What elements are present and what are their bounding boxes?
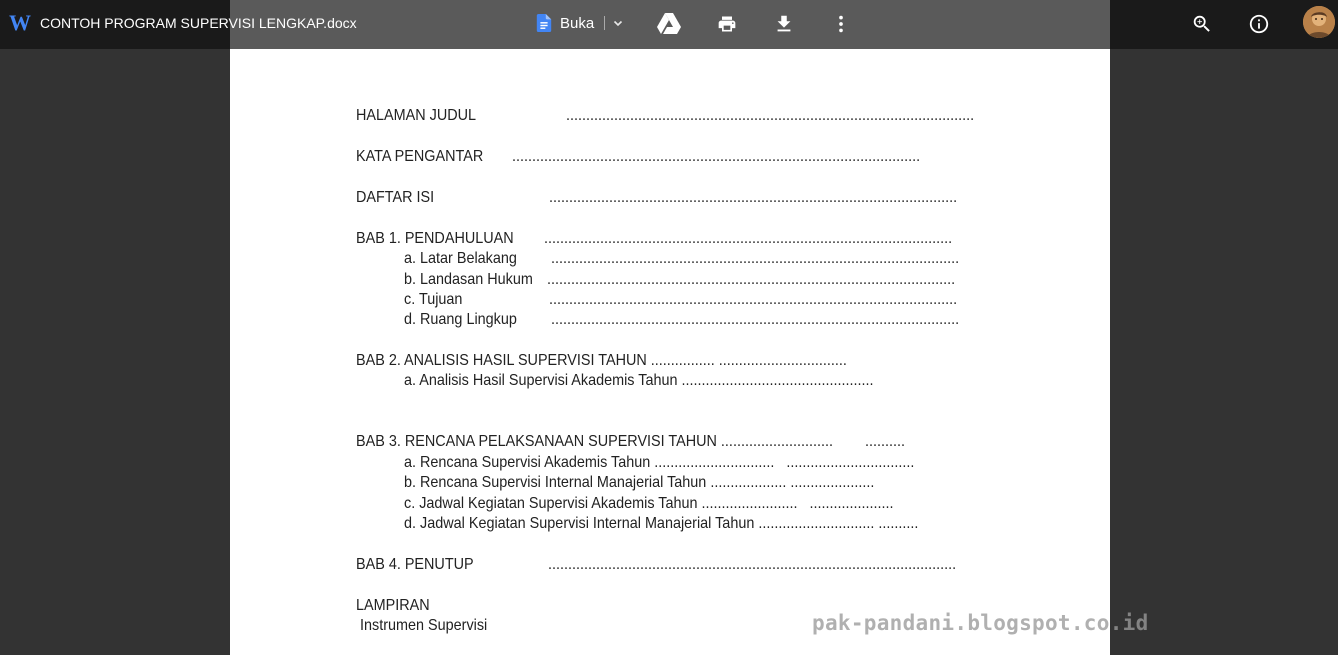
more-vert-icon[interactable] bbox=[828, 11, 854, 37]
download-icon[interactable] bbox=[771, 11, 797, 37]
watermark: pak-pandani.blogspot.co.id bbox=[812, 611, 1149, 635]
toc-line: HALAMAN JUDUL bbox=[356, 107, 477, 124]
word-file-icon: W bbox=[9, 10, 31, 35]
toc-line: a. Analisis Hasil Supervisi Akademis Tahun ................................................ bbox=[404, 372, 874, 389]
toc-line: BAB 1. PENDAHULUAN bbox=[356, 230, 514, 247]
toc-line: d. Jadwal Kegiatan Supervisi Internal Manajerial Tahun ............................. .......... bbox=[404, 515, 919, 532]
toc-dots: ...................................................................................................... bbox=[566, 107, 975, 124]
toc-dots: ...................................................................................................... bbox=[544, 230, 953, 247]
print-icon[interactable] bbox=[714, 11, 740, 37]
info-icon[interactable] bbox=[1246, 11, 1272, 37]
google-docs-icon bbox=[536, 14, 552, 32]
toc-line: LAMPIRAN bbox=[356, 597, 430, 614]
toc-dots: ...................................................................................................... bbox=[549, 291, 958, 308]
toc-dots: ...................................................................................................... bbox=[548, 556, 957, 573]
toc-line: d. Ruang Lingkup bbox=[404, 311, 517, 328]
toc-line: c. Jadwal Kegiatan Supervisi Akademis Tahun ........................ ..................... bbox=[404, 495, 894, 512]
google-drive-icon[interactable] bbox=[656, 11, 682, 37]
toc-line: c. Tujuan bbox=[404, 291, 463, 308]
toc-line: DAFTAR ISI bbox=[356, 189, 435, 206]
open-with-button[interactable] bbox=[536, 10, 624, 36]
toc-dots: ...................................................................................................... bbox=[549, 189, 958, 206]
toc-dots: ...................................................................................................... bbox=[551, 250, 960, 267]
zoom-in-icon[interactable] bbox=[1189, 11, 1215, 37]
toc-dots: ...................................................................................................... bbox=[551, 311, 960, 328]
toc-dots: ...................................................................................................... bbox=[547, 271, 956, 288]
toc-line: BAB 4. PENUTUP bbox=[356, 556, 474, 573]
chevron-down-icon[interactable] bbox=[612, 17, 624, 29]
toc-line: Instrumen Supervisi bbox=[360, 617, 488, 634]
open-with-label: Buka bbox=[560, 14, 595, 32]
toc-line: a. Rencana Supervisi Akademis Tahun .............................. ................................ bbox=[404, 454, 915, 471]
toc-line: BAB 2. ANALISIS HASIL SUPERVISI TAHUN ................ ................................ bbox=[356, 352, 847, 369]
viewer-toolbar bbox=[0, 0, 1338, 49]
toc-line: KATA PENGANTAR bbox=[356, 148, 484, 165]
avatar[interactable] bbox=[1303, 6, 1335, 38]
document-page bbox=[230, 0, 1110, 655]
toc-dots: ...................................................................................................... bbox=[512, 148, 921, 165]
toc-line: a. Latar Belakang bbox=[404, 250, 517, 267]
toc-line: b. Rencana Supervisi Internal Manajerial Tahun ................... ..................... bbox=[404, 474, 875, 491]
toc-line: b. Landasan Hukum bbox=[404, 271, 533, 288]
divider bbox=[604, 16, 605, 30]
file-title: CONTOH PROGRAM SUPERVISI LENGKAP.docx bbox=[40, 15, 357, 31]
toc-line: BAB 3. RENCANA PELAKSANAAN SUPERVISI TAHUN ............................ .......... bbox=[356, 433, 905, 450]
